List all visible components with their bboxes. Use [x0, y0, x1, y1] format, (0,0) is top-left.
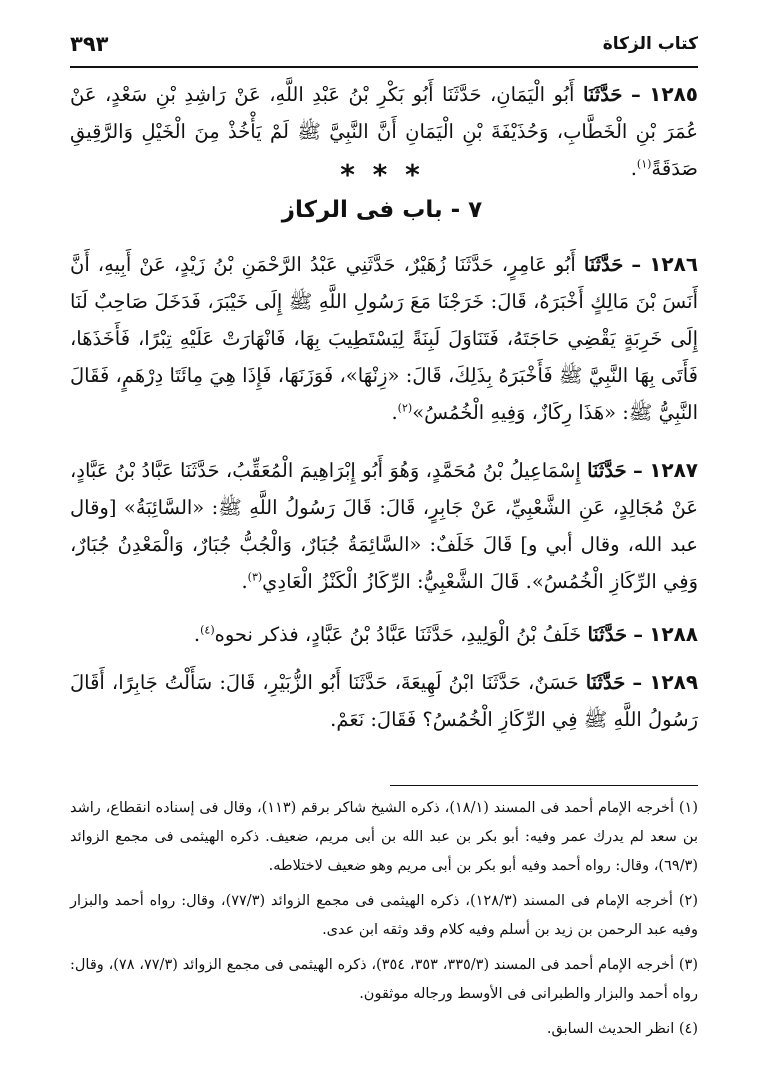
hadith-dash: – — [631, 253, 642, 276]
hadith-number: ١٢٨٩ — [649, 670, 699, 694]
footnote-ref[interactable]: (٤) — [200, 623, 215, 637]
section-separator: * * * — [340, 158, 424, 191]
hadith-end: . — [241, 570, 248, 593]
hadith-number: ١٢٨٥ — [649, 82, 698, 106]
header-rule — [70, 66, 698, 68]
hadith-number: ١٢٨٨ — [649, 622, 698, 646]
page-header — [70, 30, 698, 64]
hadith-number: ١٢٨٦ — [649, 252, 699, 276]
hadith-text: حَسَنٌ، حَدَّثَنَا ابْنُ لَهِيعَةَ، حَدَّثَنَا أَبُو الزُّبَيْرِ، قَالَ: سَأَلْتُ جَابِرًا، أَقَالَ رَسُولُ اللَّهِ ﷺ فِي الرِّكَازِ الْخُمُسُ؟ فَقَالَ: نَعَمْ. — [70, 671, 698, 731]
hadith-lead: حَدَّثَنَا — [585, 671, 626, 694]
hadith-text: أَبُو الْيَمَانِ، حَدَّثَنَا أَبُو بَكْرِ بْنُ عَبْدِ اللَّهِ، عَنْ رَاشِدِ بْنِ سَعْدٍ، عَنْ عُمَرَ بْنِ الْخَطَّابِ، وَحُذَيْفَةَ بْنِ الْيَمَانِ أَنَّ النَّبِيَّ ﷺ لَمْ يَأْخُذْ مِنَ الْخَيْلِ وَالرَّقِيقِ صَدَقَةً — [70, 83, 698, 180]
footnote-ref[interactable]: (٣) — [247, 570, 263, 584]
hadith-1288 — [70, 616, 698, 653]
footnote-2: (٢) أخرجه الإمام فى المسند (١٢٨/٣)، ذكره الهيثمى فى مجمع الزوائد (٧٧/٣)، وقال: رواه أحمد والبزار وفيه عبد الرحمن بن زيد بن أسلم وفيه كلام وقد وثقه ابن عدى. — [70, 893, 698, 938]
hadith-dash: – — [633, 459, 643, 482]
hadith-lead: حَدَّثَنَا — [587, 623, 628, 646]
hadith-text: أَبُو عَامِرٍ، حَدَّثَنَا زُهَيْرٌ، حَدَّثَنِي عَبْدُ الرَّحْمَنِ بْنُ زَيْدٍ، عَنْ أَبِيهِ، أَنَّ أَنَسَ بْنَ مَالِكٍ أَخْبَرَهُ، قَالَ: خَرَجْنَا مَعَ رَسُولِ اللَّهِ ﷺ إِلَى خَيْبَرَ، فَدَخَلَ صَاحِبٌ لَنَا إِلَى خَرِبَةٍ يَقْضِي حَاجَتَهُ، فَتَنَاوَلَ لَبِنَةً لِيَسْتَطِيبَ بِهَا، فَانْهَارَتْ عَلَيْهِ تِبْرًا، فَأَخَذَهَا، فَأَتَى بِهَا النَّبِيَّ ﷺ فَأَخْبَرَهُ بِذَلِكَ، قَالَ: «زِنْهَا»، فَوَزَنَهَا، فَإِذَا هِيَ مِائَتَا دِرْهَمٍ، فَقَالَ النَّبِيُّ ﷺ: «هَذَا رِكَازٌ، وَفِيهِ الْخُمُسُ» — [70, 253, 698, 424]
footnote-1: (١) أخرجه الإمام أحمد فى المسند (١٨/١)، ذكره الشيخ شاكر برقم (١١٣)، وقال فى إسناده انقطاع، راشد بن سعد لم يدرك عمر وفيه: أبو بكر بن عبد الله بن أبى مريم، ضعيف. ذكره الهيثمى فى مجمع الزوائد (٦٩/٣)، وقال: رواه أحمد وفيه أبو بكر بن أبى مريم وهو ضعيف لاختلاطه. — [70, 800, 698, 874]
hadith-end: . — [193, 623, 201, 646]
hadith-1287 — [70, 452, 698, 600]
hadith-lead: حَدَّثَنَا — [582, 83, 623, 106]
hadith-number: ١٢٨٧ — [649, 458, 699, 482]
hadith-lead: حَدَّثَنَا — [583, 253, 624, 276]
hadith-end: . — [630, 157, 637, 180]
hadith-end: . — [391, 401, 398, 424]
footnote-rule — [390, 785, 698, 786]
hadith-dash: – — [633, 623, 643, 646]
hadith-lead: حَدَّثَنَا — [587, 459, 627, 482]
hadith-text: خَلَفُ بْنُ الْوَلِيدِ، حَدَّثَنَا عَبَّادُ بْنُ عَبَّادٍ، فذكر نحوه — [214, 623, 588, 646]
footnote-ref[interactable]: (٢) — [397, 401, 413, 415]
hadith-text: إِسْمَاعِيلُ بْنُ مُحَمَّدٍ، وَهُوَ أَبُو إِبْرَاهِيمَ الْمُعَقِّبُ، حَدَّثَنَا عَبَّادُ بْنُ عَبَّادٍ، عَنْ مُجَالِدٍ، عَنِ الشَّعْبِيِّ، عَنْ جَابِرٍ، قَالَ: قَالَ رَسُولُ اللَّهِ ﷺ: «السَّائِبَةُ» [وقال عبد الله، وقال أبي و] قَالَ خَلَفٌ: «السَّائِمَةُ جُبَارٌ، وَالْجُبُّ جُبَارٌ، وَالْمَعْدِنُ جُبَارٌ، وَفِي الرِّكَازِ الْخُمُسُ». قَالَ الشَّعْبِيُّ: الرِّكَازُ الْكَنْزُ الْعَادِي — [70, 459, 698, 593]
chapter-title: ٧ - باب فى الركاز — [281, 197, 483, 223]
footnote-3: (٣) أخرجه الإمام أحمد فى المسند (٣٣٥/٣، ٣٥٣، ٣٥٤)، ذكره الهيثمى فى مجمع الزوائد (٧٧/٣، ٧٨)، وقال: رواه أحمد والبزار والطبرانى فى الأوسط ورجاله موثقون. — [70, 957, 698, 1002]
hadith-dash: – — [630, 83, 641, 106]
hadith-1286 — [70, 246, 698, 431]
book-title: كتاب الزكاة — [602, 34, 698, 54]
page-number: ٣٩٣ — [70, 32, 109, 56]
footnote-4: (٤) انظر الحديث السابق. — [546, 1021, 698, 1037]
hadith-dash: – — [632, 671, 643, 694]
footnotes — [70, 794, 698, 1050]
footnote-ref[interactable]: (١) — [636, 157, 652, 171]
hadith-1289 — [70, 664, 698, 738]
